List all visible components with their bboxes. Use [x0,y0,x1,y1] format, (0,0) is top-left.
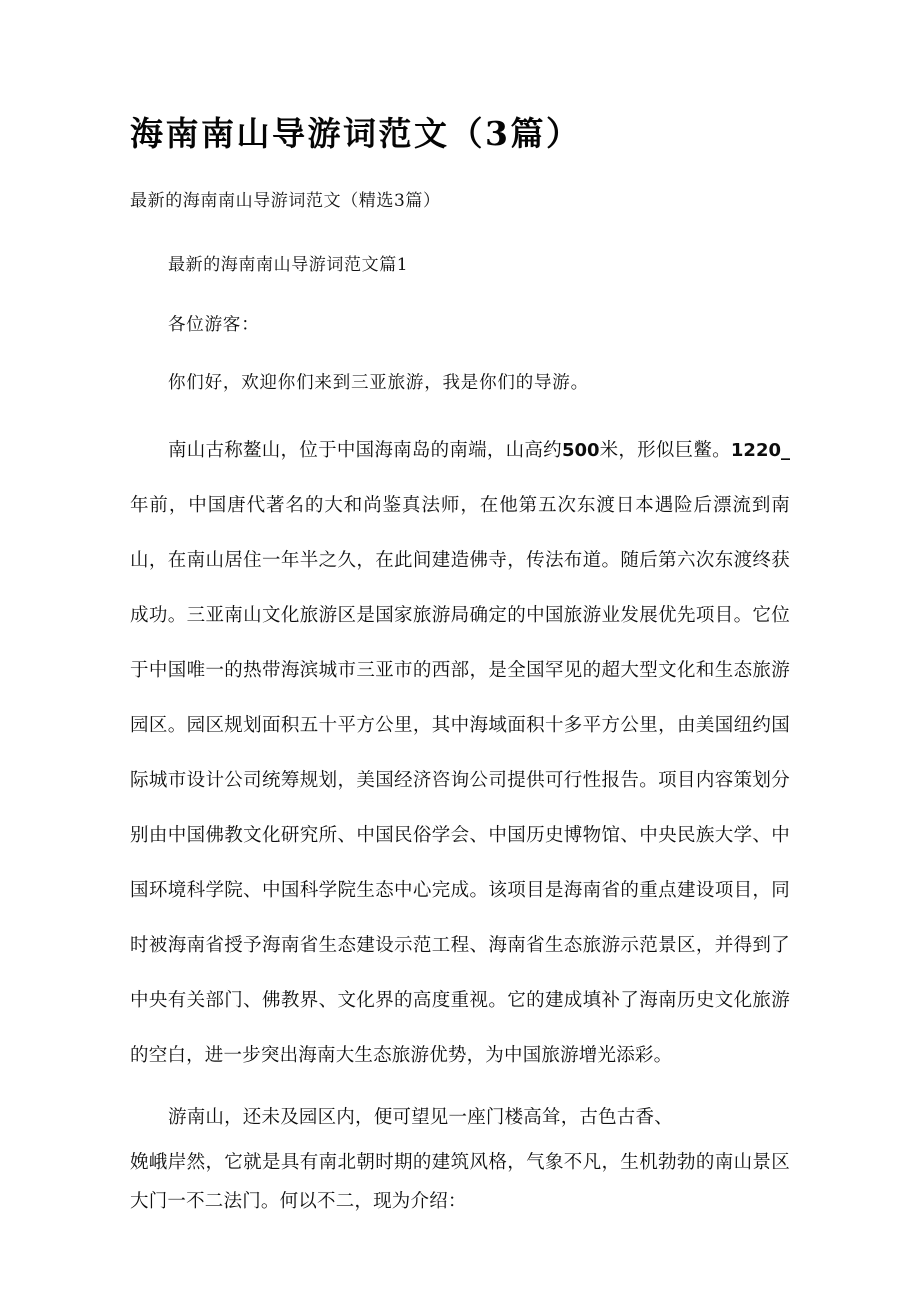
body-paragraph-main [130,397,790,1083]
document-content [130,0,790,1221]
salutation-text: 各位游客： [168,315,260,335]
body-paragraph-closing: 娩峨岸然，它就是具有南北朝时期的建筑风格，气象不凡，生机勃勃的南山景区大门一不二法门。何以不二，现为介绍： [130,1152,790,1212]
document-subtitle: 最新的海南南山导游词范文（精选3篇） [130,191,441,211]
body-paragraph-lead: 游南山，还未及园区内，便可望见一座门楼高耸，古色古香、 [168,1107,673,1128]
body-number-years: 1220_ [730,440,790,461]
body-number-height: 500 [561,440,600,461]
body-text-segment-2: 米，形似巨鳖。 [599,440,731,461]
greeting-text: 你们好，欢迎你们来到三亚旅游，我是你们的导游。 [168,373,589,393]
body-text-segment-1: 南山古称鳌山，位于中国海南岛的南端，山高约 [168,440,562,461]
body-text-segment-3: 年前，中国唐代著名的大和尚鉴真法师，在他第五次东渡日本遇险后漂流到南山，在南山居住一年半之久，在此间建造佛寺，传法布道。随后第六次东渡终获成功。三亚南山文化旅游区是国家旅游局确定的中国旅游业发展优先项目。它位于中国唯一的热带海滨城市三亚市的西部，是全国罕见的超大型文化和生态旅游园区。园区规划面积五十平方公里，其中海域面积十多平方公里，由美国纽约国际城市设计公司统筹规划，美国经济咨询公司提供可行性报告。项目内容策划分别由中国佛教文化研究所、中国民俗学会、中国历史博物馆、中央民族大学、中国环境科学院、中国科学院生态中心完成。该项目是海南省的重点建设项目，同时被海南省授予海南省生态建设示范工程、海南省生态旅游示范景区，并得到了中央有关部门、佛教界、文化界的高度重视。它的建成填补了海南历史文化旅游的空白，进一步突出海南大生态旅游优势，为中国旅游增光添彩。 [130,495,790,1066]
page-title: 海南南山导游词范文（3篇） [130,114,582,153]
section-heading: 最新的海南南山导游词范文篇1 [168,255,409,275]
